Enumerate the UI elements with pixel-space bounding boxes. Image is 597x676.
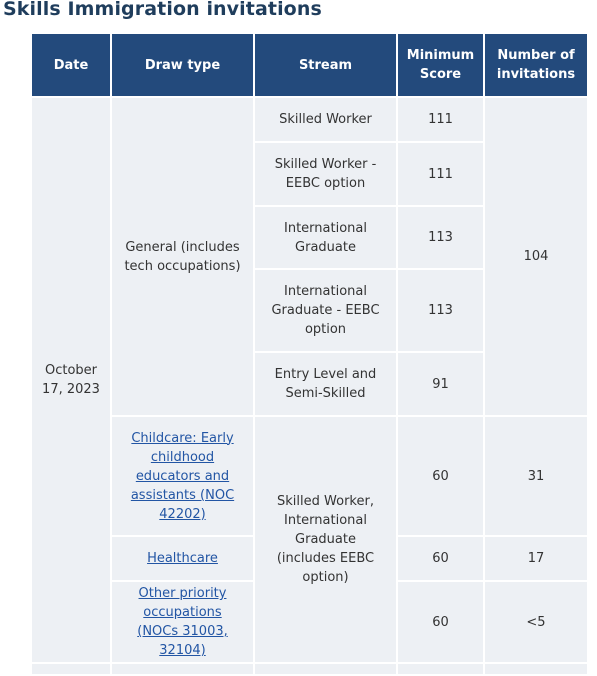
stream-targeted: Skilled Worker, International Graduate (includes EEBC option) — [254, 416, 397, 663]
date-cell: October 17, 2023 — [31, 97, 111, 663]
invitations-cell: <5 — [484, 581, 588, 663]
healthcare-link[interactable]: Healthcare — [147, 551, 218, 566]
score-cell: 60 — [397, 536, 484, 581]
score-cell: 111 — [397, 97, 484, 142]
invitations-general: 104 — [484, 97, 588, 416]
invitations-cell: 17 — [484, 536, 588, 581]
draw-type-other-priority — [111, 581, 254, 663]
invitations-cell: 31 — [484, 416, 588, 536]
stream-cell: Skilled Worker - EEBC option — [254, 142, 397, 206]
draw-type-healthcare — [111, 536, 254, 581]
draw-type-general: General (includes tech occupations) — [111, 97, 254, 416]
invitations-table — [30, 32, 589, 676]
score-cell: 60 — [397, 581, 484, 663]
score-cell: 113 — [397, 206, 484, 269]
score-cell: 91 — [397, 352, 484, 416]
stream-cell: International Graduate - EEBC option — [254, 269, 397, 352]
table-row — [31, 416, 588, 536]
stream-cell: International Graduate — [254, 206, 397, 269]
score-cell: 60 — [397, 416, 484, 536]
table-row-cut-off — [31, 663, 588, 675]
table-row — [31, 97, 588, 142]
header-draw-type: Draw type — [111, 33, 254, 97]
stream-cell: Skilled Worker — [254, 97, 397, 142]
draw-type-childcare — [111, 416, 254, 536]
header-number-of-invitations: Number of invitations — [484, 33, 588, 97]
header-stream: Stream — [254, 33, 397, 97]
stream-cell: Entry Level and Semi-Skilled — [254, 352, 397, 416]
score-cell: 113 — [397, 269, 484, 352]
score-cell: 111 — [397, 142, 484, 206]
header-minimum-score: Minimum Score — [397, 33, 484, 97]
header-date: Date — [31, 33, 111, 97]
page-title: Skills Immigration invitations — [3, 0, 322, 20]
table-header-row — [31, 33, 588, 97]
childcare-link[interactable]: Childcare: Early childhood educators and assistants (NOC 42202) — [130, 430, 235, 522]
other-priority-occupations-link[interactable]: Other priority occupations (NOCs 31003, 32104) — [137, 586, 228, 658]
